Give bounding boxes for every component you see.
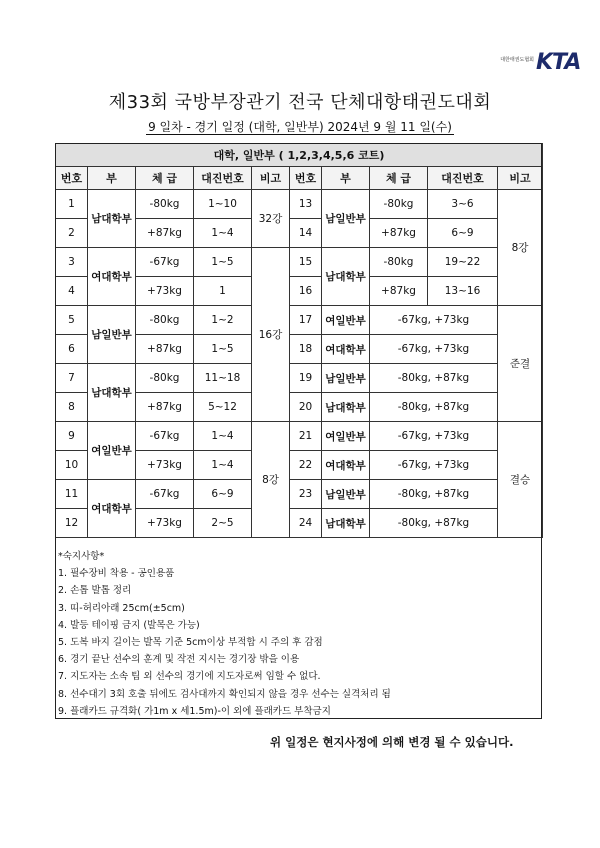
weight-cell: -67kg, +73kg — [370, 306, 498, 335]
weight-cell: +87kg — [136, 219, 194, 248]
remark-cell: 준결 — [498, 306, 543, 422]
row-no: 1 — [56, 190, 88, 219]
row-no: 2 — [56, 219, 88, 248]
bracket-cell: 13~16 — [428, 277, 498, 306]
header-no: 번호 — [56, 167, 88, 190]
page-title: 제33회 국방부장관기 전국 단체대항태권도대회 — [108, 92, 492, 113]
header-weight: 체 급 — [136, 167, 194, 190]
bracket-cell: 1~4 — [194, 422, 252, 451]
row-no: 23 — [290, 480, 322, 509]
division-cell: 여대학부 — [322, 451, 370, 480]
bracket-cell: 19~22 — [428, 248, 498, 277]
header-bracket: 대진번호 — [428, 167, 498, 190]
row-no: 15 — [290, 248, 322, 277]
notes-section — [58, 548, 538, 720]
row-no: 24 — [290, 509, 322, 538]
row-no: 17 — [290, 306, 322, 335]
row-no: 7 — [56, 364, 88, 393]
division-cell: 남대학부 — [322, 393, 370, 422]
kta-logo — [500, 50, 581, 76]
row-no: 22 — [290, 451, 322, 480]
logo-org-name: 대한태권도협회 — [500, 57, 534, 63]
remark-cell: 8강 — [498, 190, 543, 306]
table-caption: 대학, 일반부 ( 1,2,3,4,5,6 코트) — [56, 144, 543, 167]
logo-mark: KTA — [536, 50, 581, 75]
bracket-cell: 1~4 — [194, 451, 252, 480]
bracket-cell: 1~5 — [194, 335, 252, 364]
weight-cell: +87kg — [370, 219, 428, 248]
division-cell: 여일반부 — [88, 422, 136, 480]
weight-cell: -80kg — [136, 306, 194, 335]
row-no: 6 — [56, 335, 88, 364]
weight-cell: -67kg — [136, 248, 194, 277]
header-weight: 체 급 — [370, 167, 428, 190]
bracket-cell: 5~12 — [194, 393, 252, 422]
row-no: 10 — [56, 451, 88, 480]
row-no: 9 — [56, 422, 88, 451]
row-no: 3 — [56, 248, 88, 277]
note-item: 3. 띠-허리아래 25cm(±5cm) — [58, 602, 185, 614]
row-no: 19 — [290, 364, 322, 393]
weight-cell: +73kg — [136, 509, 194, 538]
weight-cell: -80kg — [370, 190, 428, 219]
bracket-cell: 1~2 — [194, 306, 252, 335]
remark-cell: 32강 — [252, 190, 290, 248]
row-no: 8 — [56, 393, 88, 422]
division-cell: 남대학부 — [88, 364, 136, 422]
division-cell: 여대학부 — [88, 248, 136, 306]
division-cell: 여대학부 — [88, 480, 136, 538]
header-division: 부 — [322, 167, 370, 190]
weight-cell: -80kg, +87kg — [370, 480, 498, 509]
row-no: 20 — [290, 393, 322, 422]
weight-cell: -67kg — [136, 422, 194, 451]
division-cell: 남대학부 — [322, 248, 370, 306]
bracket-cell: 6~9 — [428, 219, 498, 248]
bracket-cell: 3~6 — [428, 190, 498, 219]
row-no: 5 — [56, 306, 88, 335]
weight-cell: -80kg, +87kg — [370, 393, 498, 422]
division-cell: 여일반부 — [322, 422, 370, 451]
bracket-cell: 1~5 — [194, 248, 252, 277]
remark-cell: 16강 — [252, 248, 290, 422]
division-cell: 남대학부 — [322, 509, 370, 538]
page-subtitle — [0, 118, 600, 135]
bracket-cell: 1 — [194, 277, 252, 306]
row-no: 16 — [290, 277, 322, 306]
division-cell: 여일반부 — [322, 306, 370, 335]
note-item: 5. 도복 바지 길이는 발목 기준 5cm이상 부적합 시 주의 후 감점 — [58, 637, 323, 649]
weight-cell: +87kg — [136, 335, 194, 364]
weight-cell: -80kg, +87kg — [370, 364, 498, 393]
header-bracket: 대진번호 — [194, 167, 252, 190]
note-item: 1. 필수장비 착용 - 공인용품 — [58, 568, 175, 580]
note-item: 9. 플래카드 규격화( 가1m x 세1.5m)-이 외에 플래카드 부착금지 — [58, 705, 331, 717]
note-item: 7. 지도자는 소속 팀 외 선수의 경기에 지도자로써 임할 수 없다. — [58, 671, 321, 683]
note-item: 6. 경기 끝난 선수의 훈계 및 작전 지시는 경기장 밖을 이용 — [58, 654, 300, 666]
notes-title: *숙지사항* — [58, 551, 105, 562]
header-division: 부 — [88, 167, 136, 190]
weight-cell: -80kg, +87kg — [370, 509, 498, 538]
header-remark: 비고 — [498, 167, 543, 190]
weight-cell: -80kg — [136, 364, 194, 393]
weight-cell: +87kg — [370, 277, 428, 306]
bracket-cell: 1~10 — [194, 190, 252, 219]
remark-cell: 결승 — [498, 422, 543, 538]
division-cell: 남일반부 — [88, 306, 136, 364]
row-no: 14 — [290, 219, 322, 248]
bracket-cell: 1~4 — [194, 219, 252, 248]
row-no: 11 — [56, 480, 88, 509]
weight-cell: -67kg, +73kg — [370, 335, 498, 364]
division-cell: 남대학부 — [88, 190, 136, 248]
row-no: 12 — [56, 509, 88, 538]
row-no: 4 — [56, 277, 88, 306]
weight-cell: +73kg — [136, 277, 194, 306]
remark-cell: 8강 — [252, 422, 290, 538]
division-cell: 남일반부 — [322, 190, 370, 248]
header-remark: 비고 — [252, 167, 290, 190]
weight-cell: -67kg, +73kg — [370, 451, 498, 480]
weight-cell: -67kg, +73kg — [370, 422, 498, 451]
weight-cell: +73kg — [136, 451, 194, 480]
bracket-cell: 11~18 — [194, 364, 252, 393]
division-cell: 남일반부 — [322, 364, 370, 393]
weight-cell: -67kg — [136, 480, 194, 509]
footer-notice: 위 일정은 현지사정에 의해 변경 될 수 있습니다. — [270, 735, 514, 749]
subtitle-text: 9 일차 - 경기 일정 (대학, 일반부) 2024년 9 월 11 일(수) — [148, 120, 452, 134]
division-cell: 남일반부 — [322, 480, 370, 509]
bracket-cell: 6~9 — [194, 480, 252, 509]
row-no: 13 — [290, 190, 322, 219]
weight-cell: -80kg — [370, 248, 428, 277]
bracket-cell: 2~5 — [194, 509, 252, 538]
header-no: 번호 — [290, 167, 322, 190]
weight-cell: -80kg — [136, 190, 194, 219]
weight-cell: +87kg — [136, 393, 194, 422]
division-cell: 여대학부 — [322, 335, 370, 364]
row-no: 21 — [290, 422, 322, 451]
row-no: 18 — [290, 335, 322, 364]
note-item: 8. 선수대기 3회 호출 뒤에도 검사대까지 확인되지 않을 경우 선수는 실격처리 됨 — [58, 688, 391, 700]
note-item: 4. 발등 테이핑 금지 (발목은 가능) — [58, 619, 200, 631]
note-item: 2. 손톱 발톱 정리 — [58, 585, 132, 597]
